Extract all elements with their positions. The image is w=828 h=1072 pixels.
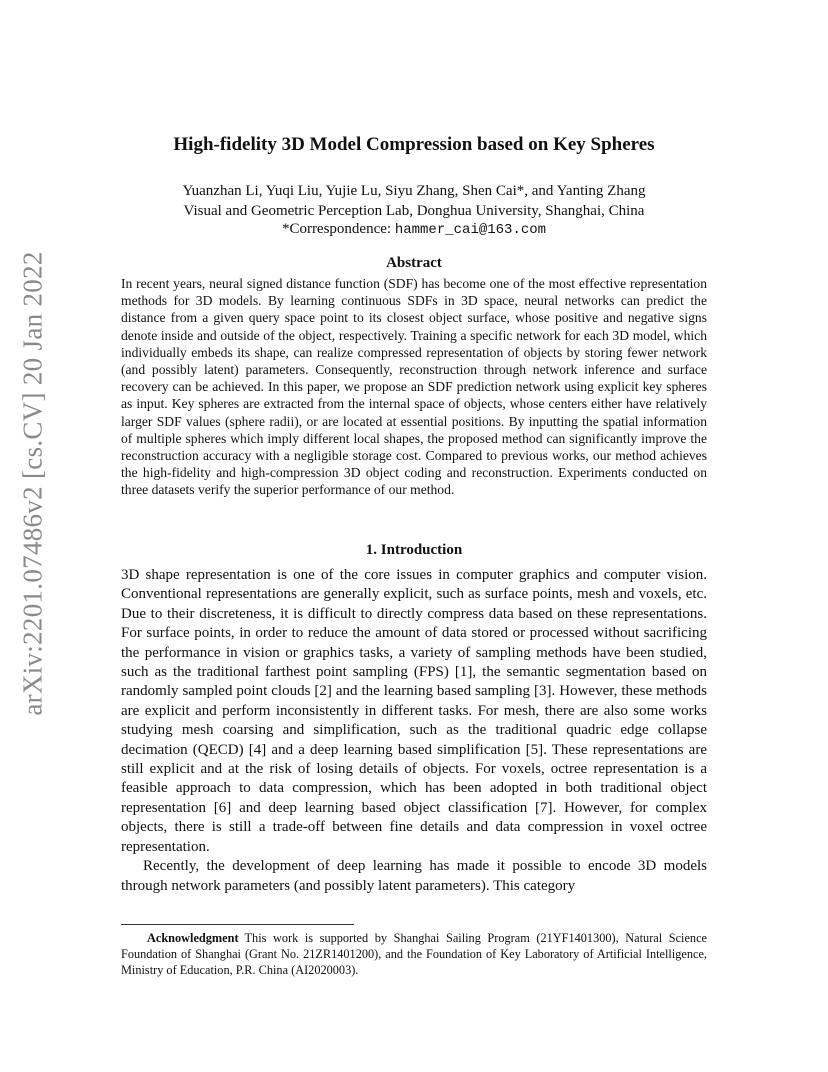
introduction-body	[121, 566, 707, 896]
paper-title: High-fidelity 3D Model Compression based on Key Spheres	[173, 134, 655, 155]
footnote-label: Acknowledgment	[147, 931, 239, 945]
abstract-text: In recent years, neural signed distance function (SDF) has become one of the most effective representation methods for 3D models. By learning continuous SDFs in 3D space, neural networks can predict the distance from a given query space point to its closest object surface, whose positive and negative signs denote inside and outside of the object, respectively. Training a specific network for each 3D model, which individually embeds its shape, can realize compressed representation of objects by storing fewer network (and possibly latent) parameters. Consequently, reconstruction through network inference and surface recovery can be achieved. In this paper, we propose an SDF prediction network using explicit key spheres as input. Key spheres are extracted from the internal space of objects, whose centers either have relatively larger SDF values (sphere radii), or are located at essential positions. By inputting the spatial information of multiple spheres which imply different local shapes, the proposed method can significantly improve the reconstruction accuracy with a negligible storage cost. Compared to previous works, our method achieves the high-fidelity and high-compression 3D object coding and reconstruction. Experiments conducted on three datasets verify the superior performance of our method.	[121, 276, 707, 498]
correspondence-label: *Correspondence:	[281, 221, 395, 237]
author-list: Yuanzhan Li, Yuqi Liu, Yujie Lu, Siyu Zhang, Shen Cai*, and Yanting Zhang	[182, 183, 646, 199]
footnote-divider	[121, 924, 354, 925]
section-heading-introduction: 1. Introduction	[365, 542, 463, 558]
correspondence	[0, 221, 828, 238]
arxiv-identifier	[4, 250, 62, 716]
affiliation: Visual and Geometric Perception Lab, Donghua University, Shanghai, China	[183, 203, 645, 219]
intro-paragraph: Recently, the development of deep learning has made it possible to encode 3D models through network parameters (and possibly latent parameters). This category	[121, 858, 707, 894]
intro-paragraph: 3D shape representation is one of the core issues in computer graphics and computer vision. Conventional representations are generally explicit, such as surface points, mesh and voxels, etc. Due to their discreteness, it is difficult to directly compress data based on these representations. For surface points, in order to reduce the amount of data stored or processed without sacrificing the performance in vision or graphics tasks, a variety of sampling methods have been studied, such as the traditional farthest point sampling (FPS) [1], the semantic segmentation based on randomly sampled point clouds [2] and the learning based sampling [3]. However, these methods are explicit and perform inconsistently in different tasks. For mesh, there are also some works studying mesh coarsing and simplification, such as the traditional quadric edge collapse decimation (QECD) [4] and a deep learning based simplification [5]. These representations are still explicit and at the risk of losing details of objects. For voxels, octree representation is a feasible approach to data compression, which has been adopted in both traditional object representation [6] and deep learning based object classification [7]. However, for complex objects, there is still a trade-off between fine details and data compression in voxel octree representation.	[121, 567, 707, 855]
footnote-text: This work is supported by Shanghai Sailing Program (21YF1401300), Natural Science Foundation of Shanghai (Grant No. 21ZR1401200), and the Foundation of Key Laboratory of Artificial Intelligence, Ministry of Education, P.R. China (AI2020003).	[121, 931, 707, 977]
correspondence-email: hammer_cai@163.com	[394, 222, 547, 238]
arxiv-identifier-text: arXiv:2201.07486v2 [cs.CV] 20 Jan 2022	[17, 250, 48, 716]
acknowledgment-footnote	[121, 930, 707, 978]
abstract-heading: Abstract	[386, 255, 442, 271]
